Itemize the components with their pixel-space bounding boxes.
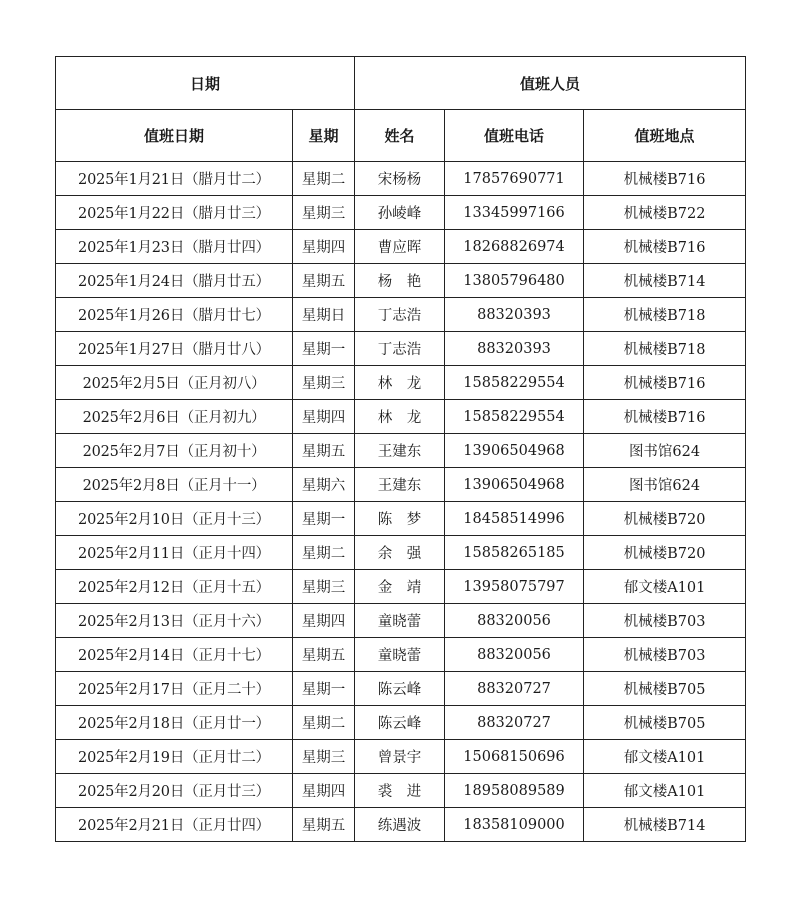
cell-name: 陈云峰 — [355, 672, 445, 706]
cell-name: 曹应晖 — [355, 230, 445, 264]
cell-duty-date: 2025年2月18日（正月廿一） — [56, 706, 293, 740]
cell-duty-date: 2025年2月19日（正月廿二） — [56, 740, 293, 774]
cell-duty-phone: 88320727 — [445, 706, 584, 740]
cell-name: 练遇波 — [355, 808, 445, 842]
cell-duty-phone: 88320056 — [445, 638, 584, 672]
cell-name: 丁志浩 — [355, 332, 445, 366]
cell-duty-location: 郁文楼A101 — [584, 570, 746, 604]
cell-name: 宋杨杨 — [355, 162, 445, 196]
cell-duty-date: 2025年2月8日（正月十一） — [56, 468, 293, 502]
header-group-staff: 值班人员 — [355, 57, 746, 110]
cell-duty-date: 2025年2月13日（正月十六） — [56, 604, 293, 638]
cell-duty-location: 机械楼B703 — [584, 638, 746, 672]
cell-duty-phone: 88320727 — [445, 672, 584, 706]
cell-name: 金 靖 — [355, 570, 445, 604]
cell-weekday: 星期三 — [293, 366, 355, 400]
table-row — [56, 264, 746, 298]
cell-duty-location: 机械楼B716 — [584, 366, 746, 400]
cell-duty-phone: 13345997166 — [445, 196, 584, 230]
cell-weekday: 星期五 — [293, 264, 355, 298]
table-row — [56, 570, 746, 604]
header-duty-date: 值班日期 — [56, 110, 293, 162]
cell-weekday: 星期二 — [293, 162, 355, 196]
header-weekday: 星期 — [293, 110, 355, 162]
cell-name: 王建东 — [355, 468, 445, 502]
table-row — [56, 400, 746, 434]
cell-name: 杨 艳 — [355, 264, 445, 298]
cell-duty-date: 2025年2月6日（正月初九） — [56, 400, 293, 434]
cell-name: 陈云峰 — [355, 706, 445, 740]
table-row — [56, 468, 746, 502]
cell-duty-location: 机械楼B720 — [584, 502, 746, 536]
cell-name: 余 强 — [355, 536, 445, 570]
cell-weekday: 星期日 — [293, 298, 355, 332]
cell-weekday: 星期一 — [293, 332, 355, 366]
cell-duty-date: 2025年1月27日（腊月廿八） — [56, 332, 293, 366]
cell-duty-phone: 88320393 — [445, 332, 584, 366]
cell-name: 童晓蕾 — [355, 638, 445, 672]
cell-weekday: 星期三 — [293, 740, 355, 774]
cell-duty-date: 2025年1月24日（腊月廿五） — [56, 264, 293, 298]
table-row — [56, 366, 746, 400]
cell-duty-location: 机械楼B716 — [584, 230, 746, 264]
cell-weekday: 星期二 — [293, 706, 355, 740]
cell-duty-phone: 13906504968 — [445, 468, 584, 502]
table-row — [56, 808, 746, 842]
cell-duty-location: 机械楼B722 — [584, 196, 746, 230]
table-row — [56, 332, 746, 366]
table-row — [56, 536, 746, 570]
table-row — [56, 434, 746, 468]
cell-weekday: 星期一 — [293, 672, 355, 706]
table-row — [56, 706, 746, 740]
cell-duty-phone: 15858265185 — [445, 536, 584, 570]
cell-duty-phone: 13805796480 — [445, 264, 584, 298]
cell-duty-date: 2025年2月14日（正月十七） — [56, 638, 293, 672]
table-row — [56, 604, 746, 638]
cell-weekday: 星期四 — [293, 604, 355, 638]
cell-duty-date: 2025年2月10日（正月十三） — [56, 502, 293, 536]
cell-duty-location: 图书馆624 — [584, 468, 746, 502]
table-row — [56, 196, 746, 230]
cell-weekday: 星期一 — [293, 502, 355, 536]
cell-weekday: 星期三 — [293, 196, 355, 230]
cell-weekday: 星期四 — [293, 774, 355, 808]
table-row — [56, 740, 746, 774]
cell-weekday: 星期六 — [293, 468, 355, 502]
cell-duty-date: 2025年2月11日（正月十四） — [56, 536, 293, 570]
cell-duty-phone: 13958075797 — [445, 570, 584, 604]
cell-duty-date: 2025年2月21日（正月廿四） — [56, 808, 293, 842]
table-body — [56, 162, 746, 842]
cell-duty-location: 机械楼B714 — [584, 808, 746, 842]
cell-duty-date: 2025年2月12日（正月十五） — [56, 570, 293, 604]
cell-duty-location: 机械楼B703 — [584, 604, 746, 638]
cell-weekday: 星期五 — [293, 434, 355, 468]
cell-weekday: 星期二 — [293, 536, 355, 570]
header-duty-phone: 值班电话 — [445, 110, 584, 162]
cell-duty-date: 2025年1月22日（腊月廿三） — [56, 196, 293, 230]
cell-duty-location: 郁文楼A101 — [584, 774, 746, 808]
cell-duty-location: 机械楼B718 — [584, 332, 746, 366]
cell-duty-date: 2025年1月21日（腊月廿二） — [56, 162, 293, 196]
cell-name: 林 龙 — [355, 366, 445, 400]
cell-weekday: 星期四 — [293, 400, 355, 434]
cell-duty-date: 2025年1月26日（腊月廿七） — [56, 298, 293, 332]
cell-duty-date: 2025年2月17日（正月二十） — [56, 672, 293, 706]
cell-duty-date: 2025年2月5日（正月初八） — [56, 366, 293, 400]
cell-duty-phone: 18458514996 — [445, 502, 584, 536]
cell-duty-location: 机械楼B716 — [584, 400, 746, 434]
cell-name: 裘 进 — [355, 774, 445, 808]
header-name: 姓名 — [355, 110, 445, 162]
cell-duty-date: 2025年2月20日（正月廿三） — [56, 774, 293, 808]
cell-duty-location: 机械楼B720 — [584, 536, 746, 570]
table-row — [56, 672, 746, 706]
cell-duty-location: 图书馆624 — [584, 434, 746, 468]
cell-name: 童晓蕾 — [355, 604, 445, 638]
cell-name: 丁志浩 — [355, 298, 445, 332]
cell-weekday: 星期五 — [293, 638, 355, 672]
table-header — [56, 57, 746, 162]
cell-duty-phone: 15858229554 — [445, 366, 584, 400]
cell-duty-phone: 15858229554 — [445, 400, 584, 434]
duty-schedule-table — [55, 56, 746, 842]
header-group-date: 日期 — [56, 57, 355, 110]
header-column-row — [56, 110, 746, 162]
cell-duty-location: 机械楼B705 — [584, 706, 746, 740]
cell-name: 林 龙 — [355, 400, 445, 434]
cell-duty-phone: 13906504968 — [445, 434, 584, 468]
table-row — [56, 638, 746, 672]
table-row — [56, 230, 746, 264]
cell-duty-location: 机械楼B716 — [584, 162, 746, 196]
cell-duty-phone: 88320056 — [445, 604, 584, 638]
cell-name: 陈 梦 — [355, 502, 445, 536]
cell-duty-phone: 17857690771 — [445, 162, 584, 196]
cell-duty-location: 机械楼B705 — [584, 672, 746, 706]
cell-name: 王建东 — [355, 434, 445, 468]
cell-name: 孙崚峰 — [355, 196, 445, 230]
cell-duty-date: 2025年1月23日（腊月廿四） — [56, 230, 293, 264]
cell-weekday: 星期四 — [293, 230, 355, 264]
cell-weekday: 星期五 — [293, 808, 355, 842]
cell-duty-phone: 18358109000 — [445, 808, 584, 842]
cell-duty-phone: 15068150696 — [445, 740, 584, 774]
cell-duty-location: 机械楼B714 — [584, 264, 746, 298]
cell-weekday: 星期三 — [293, 570, 355, 604]
table-row — [56, 774, 746, 808]
cell-duty-phone: 88320393 — [445, 298, 584, 332]
table-row — [56, 298, 746, 332]
table-row — [56, 502, 746, 536]
cell-duty-location: 机械楼B718 — [584, 298, 746, 332]
cell-duty-location: 郁文楼A101 — [584, 740, 746, 774]
cell-duty-date: 2025年2月7日（正月初十） — [56, 434, 293, 468]
header-group-row — [56, 57, 746, 110]
cell-duty-phone: 18958089589 — [445, 774, 584, 808]
header-duty-location: 值班地点 — [584, 110, 746, 162]
cell-duty-phone: 18268826974 — [445, 230, 584, 264]
cell-name: 曾景宇 — [355, 740, 445, 774]
table-row — [56, 162, 746, 196]
